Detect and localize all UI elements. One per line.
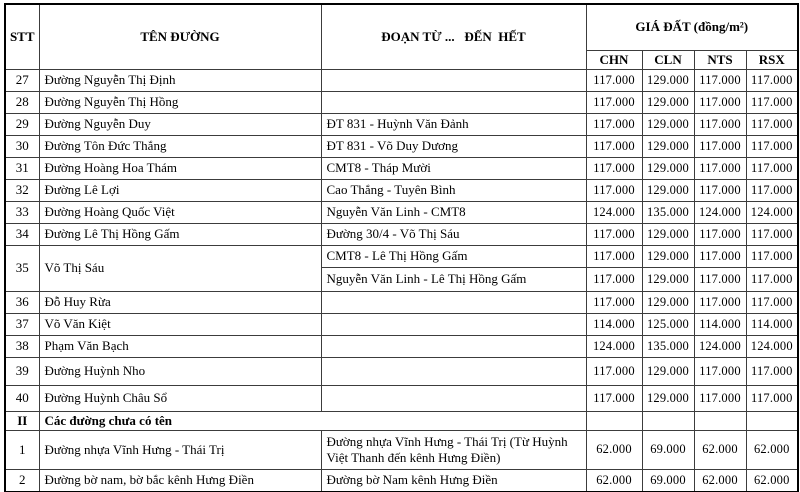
table-row xyxy=(5,223,798,245)
row-stt-cell: 34 xyxy=(5,223,39,245)
price-cell: 117.000 xyxy=(746,69,798,91)
price-cell: 117.000 xyxy=(586,91,642,113)
price-cell: 124.000 xyxy=(694,201,746,223)
price-cell: 129.000 xyxy=(642,157,694,179)
header-col-cln: CLN xyxy=(642,50,694,69)
price-cell: 117.000 xyxy=(586,179,642,201)
street-name-cell: Đường Lê Lợi xyxy=(39,179,321,201)
segment-cell: Nguyễn Văn Linh - CMT8 xyxy=(321,201,586,223)
segment-cell: Nguyễn Văn Linh - Lê Thị Hồng Gấm xyxy=(321,267,586,291)
price-cell: 129.000 xyxy=(642,113,694,135)
header-segment: ĐOẠN TỪ ... ĐẾN HẾT xyxy=(321,4,586,69)
price-cell: 135.000 xyxy=(642,335,694,357)
price-cell: 114.000 xyxy=(586,313,642,335)
segment-cell: ĐT 831 - Huỳnh Văn Đảnh xyxy=(321,113,586,135)
row-stt-cell: 31 xyxy=(5,157,39,179)
street-name-cell: Đỗ Huy Rừa xyxy=(39,291,321,313)
row-stt-cell: 37 xyxy=(5,313,39,335)
row-stt-cell: 28 xyxy=(5,91,39,113)
price-cell: 117.000 xyxy=(586,135,642,157)
price-cell: 69.000 xyxy=(642,469,694,492)
price-cell: 117.000 xyxy=(586,245,642,267)
price-cell: 129.000 xyxy=(642,357,694,385)
row-stt-cell: 1 xyxy=(5,430,39,469)
price-cell: 117.000 xyxy=(746,91,798,113)
price-cell: 117.000 xyxy=(586,157,642,179)
price-cell: 129.000 xyxy=(642,291,694,313)
segment-cell xyxy=(321,91,586,113)
price-cell: 135.000 xyxy=(642,201,694,223)
row-stt-cell: 36 xyxy=(5,291,39,313)
price-cell: 117.000 xyxy=(586,113,642,135)
price-cell: 129.000 xyxy=(642,267,694,291)
price-cell: 117.000 xyxy=(694,385,746,411)
row-stt-cell: 29 xyxy=(5,113,39,135)
price-cell: 124.000 xyxy=(746,201,798,223)
row-stt-cell: 30 xyxy=(5,135,39,157)
table-row xyxy=(5,113,798,135)
table-row xyxy=(5,335,798,357)
price-cell xyxy=(694,411,746,430)
price-cell: 117.000 xyxy=(694,179,746,201)
price-cell: 117.000 xyxy=(586,385,642,411)
street-name-cell: Võ Thị Sáu xyxy=(39,245,321,291)
segment-cell xyxy=(321,357,586,385)
segment-cell xyxy=(321,69,586,91)
price-cell: 117.000 xyxy=(746,291,798,313)
price-cell xyxy=(642,411,694,430)
street-name-cell: Võ Văn Kiệt xyxy=(39,313,321,335)
price-cell: 69.000 xyxy=(642,430,694,469)
table-row xyxy=(5,385,798,411)
price-cell: 117.000 xyxy=(694,91,746,113)
row-stt-cell: 32 xyxy=(5,179,39,201)
price-cell: 117.000 xyxy=(746,223,798,245)
table-row xyxy=(5,69,798,91)
table-row xyxy=(5,411,798,430)
price-cell: 114.000 xyxy=(746,313,798,335)
row-stt-cell: II xyxy=(5,411,39,430)
price-cell: 117.000 xyxy=(694,223,746,245)
row-stt-cell: 33 xyxy=(5,201,39,223)
price-cell: 117.000 xyxy=(694,245,746,267)
street-name-cell: Phạm Văn Bạch xyxy=(39,335,321,357)
street-name-cell: Đường Huỳnh Châu Sổ xyxy=(39,385,321,411)
header-stt: STT xyxy=(5,4,39,69)
price-cell: 129.000 xyxy=(642,179,694,201)
row-stt-cell: 38 xyxy=(5,335,39,357)
price-cell: 117.000 xyxy=(694,157,746,179)
table-row xyxy=(5,135,798,157)
table-row xyxy=(5,91,798,113)
segment-cell xyxy=(321,335,586,357)
price-cell: 117.000 xyxy=(586,357,642,385)
segment-cell xyxy=(321,385,586,411)
segment-cell: ĐT 831 - Võ Duy Dương xyxy=(321,135,586,157)
price-cell: 129.000 xyxy=(642,385,694,411)
segment-cell: Đường nhựa Vĩnh Hưng - Thái Trị (Từ Huỳnh Việt Thanh đến kênh Hưng Điền) xyxy=(321,430,586,469)
price-cell: 62.000 xyxy=(586,469,642,492)
price-cell: 117.000 xyxy=(746,245,798,267)
header-row-main xyxy=(5,4,798,50)
price-cell: 62.000 xyxy=(694,430,746,469)
segment-cell: Đường bờ Nam kênh Hưng Điền xyxy=(321,469,586,492)
street-name-cell: Đường Lê Thị Hồng Gấm xyxy=(39,223,321,245)
street-name-cell: Đường nhựa Vĩnh Hưng - Thái Trị xyxy=(39,430,321,469)
price-cell: 117.000 xyxy=(746,135,798,157)
street-name-cell: Đường Nguyễn Thị Hồng xyxy=(39,91,321,113)
price-cell: 62.000 xyxy=(694,469,746,492)
price-cell: 117.000 xyxy=(746,385,798,411)
price-cell: 129.000 xyxy=(642,135,694,157)
price-cell: 117.000 xyxy=(694,69,746,91)
segment-cell: CMT8 - Lê Thị Hồng Gấm xyxy=(321,245,586,267)
price-cell: 124.000 xyxy=(694,335,746,357)
price-cell xyxy=(586,411,642,430)
table-row xyxy=(5,157,798,179)
land-price-table xyxy=(4,3,799,492)
price-cell: 117.000 xyxy=(586,267,642,291)
price-cell: 129.000 xyxy=(642,69,694,91)
price-cell: 124.000 xyxy=(586,335,642,357)
street-name-cell: Đường Nguyễn Duy xyxy=(39,113,321,135)
price-cell: 117.000 xyxy=(694,357,746,385)
table-row xyxy=(5,179,798,201)
price-cell: 125.000 xyxy=(642,313,694,335)
table-row xyxy=(5,291,798,313)
price-cell: 117.000 xyxy=(694,113,746,135)
price-cell: 117.000 xyxy=(746,357,798,385)
street-name-cell: Đường Tôn Đức Thắng xyxy=(39,135,321,157)
table-row xyxy=(5,201,798,223)
street-name-cell: Đường bờ nam, bờ bắc kênh Hưng Điền xyxy=(39,469,321,492)
table-row xyxy=(5,245,798,267)
price-cell: 117.000 xyxy=(694,267,746,291)
price-cell: 124.000 xyxy=(746,335,798,357)
price-cell: 117.000 xyxy=(746,267,798,291)
price-cell: 129.000 xyxy=(642,91,694,113)
header-street-name: TÊN ĐƯỜNG xyxy=(39,4,321,69)
price-cell: 117.000 xyxy=(694,291,746,313)
segment-cell: CMT8 - Tháp Mười xyxy=(321,157,586,179)
price-cell: 117.000 xyxy=(586,291,642,313)
segment-cell xyxy=(321,291,586,313)
header-col-chn: CHN xyxy=(586,50,642,69)
segment-cell: Cao Thắng - Tuyên Bình xyxy=(321,179,586,201)
table-row xyxy=(5,430,798,469)
section-title-cell: Các đường chưa có tên xyxy=(39,411,586,430)
price-cell: 114.000 xyxy=(694,313,746,335)
street-name-cell: Đường Nguyễn Thị Định xyxy=(39,69,321,91)
price-cell: 62.000 xyxy=(746,469,798,492)
price-cell: 117.000 xyxy=(694,135,746,157)
street-name-cell: Đường Hoàng Hoa Thám xyxy=(39,157,321,179)
price-cell: 117.000 xyxy=(586,69,642,91)
row-stt-cell: 27 xyxy=(5,69,39,91)
row-stt-cell: 39 xyxy=(5,357,39,385)
street-name-cell: Đường Huỳnh Nho xyxy=(39,357,321,385)
table-body xyxy=(5,69,798,492)
table-row xyxy=(5,469,798,492)
table-header xyxy=(5,4,798,69)
segment-cell xyxy=(321,313,586,335)
price-cell: 124.000 xyxy=(586,201,642,223)
header-land-price: GIÁ ĐẤT (đồng/m²) xyxy=(586,4,798,50)
price-cell: 129.000 xyxy=(642,223,694,245)
street-name-cell: Đường Hoàng Quốc Việt xyxy=(39,201,321,223)
price-cell: 117.000 xyxy=(746,113,798,135)
row-stt-cell: 2 xyxy=(5,469,39,492)
row-stt-cell: 35 xyxy=(5,245,39,291)
row-stt-cell: 40 xyxy=(5,385,39,411)
table-row xyxy=(5,357,798,385)
table-row xyxy=(5,313,798,335)
price-cell: 117.000 xyxy=(586,223,642,245)
segment-cell: Đường 30/4 - Võ Thị Sáu xyxy=(321,223,586,245)
price-cell: 62.000 xyxy=(586,430,642,469)
header-col-rsx: RSX xyxy=(746,50,798,69)
price-cell: 117.000 xyxy=(746,157,798,179)
price-cell xyxy=(746,411,798,430)
header-col-nts: NTS xyxy=(694,50,746,69)
price-cell: 62.000 xyxy=(746,430,798,469)
price-cell: 117.000 xyxy=(746,179,798,201)
price-cell: 129.000 xyxy=(642,245,694,267)
